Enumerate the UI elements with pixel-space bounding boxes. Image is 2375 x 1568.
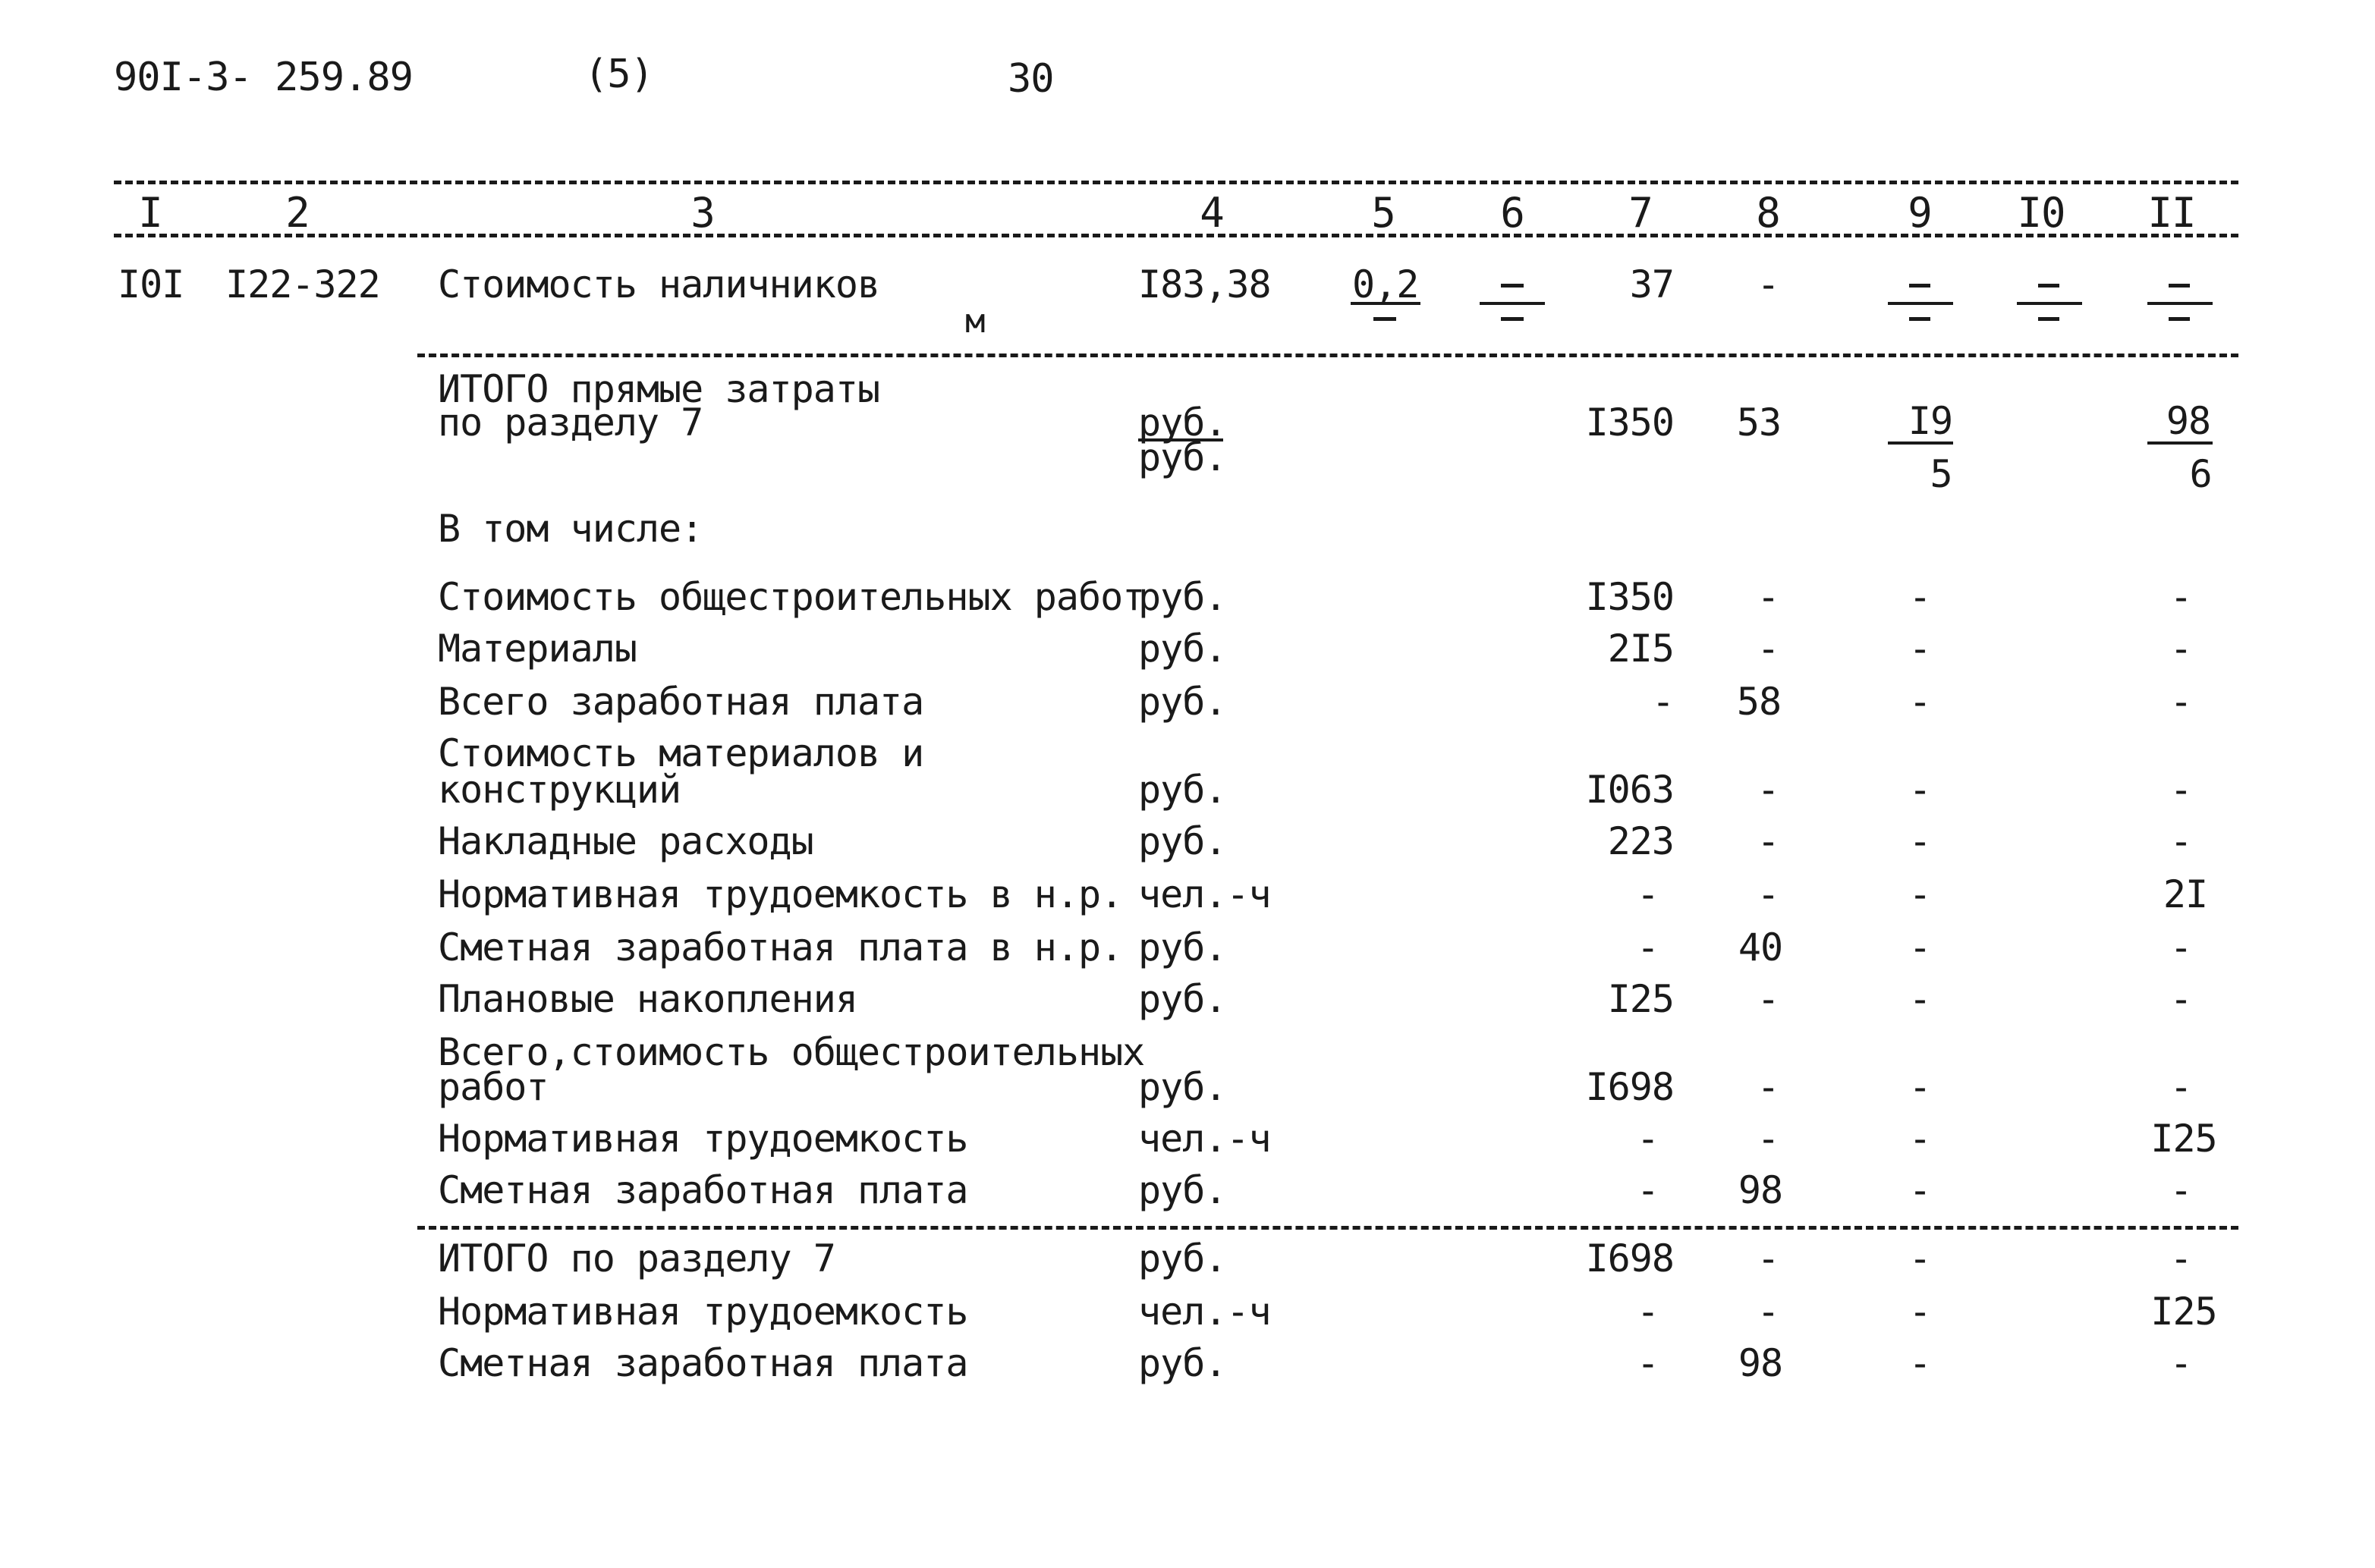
row-col8: -	[1757, 768, 1779, 812]
column-number-3: 3	[690, 189, 715, 237]
row-col8: -	[1757, 627, 1779, 671]
column-number-8: 8	[1756, 189, 1780, 237]
column-number-11: II	[2147, 189, 2196, 237]
row-unit: руб.	[1138, 575, 1227, 619]
row-col8: 40	[1738, 925, 1783, 969]
row-col9: -	[1908, 872, 1931, 916]
row-col8: -	[1757, 1065, 1779, 1109]
col10-fraction-bar	[2017, 302, 2082, 305]
row-unit: руб.	[1138, 768, 1227, 812]
row-col8: -	[1757, 1117, 1779, 1161]
totals-col9: -	[1908, 1341, 1931, 1385]
row-col11: -	[2169, 627, 2192, 671]
column-number-10: I0	[2017, 189, 2065, 237]
totals-label: ИТОГО по разделу 7	[438, 1236, 835, 1280]
row-unit: руб.	[1138, 680, 1227, 724]
row-col9: -	[1908, 977, 1931, 1021]
totals-unit: руб.	[1138, 1341, 1227, 1385]
row-label: Всего заработная плата	[438, 680, 924, 724]
row-unit: чел.-ч	[1138, 872, 1271, 916]
row-unit: руб.	[1138, 819, 1227, 863]
row-col9: -	[1908, 1117, 1931, 1161]
totals-col7: I698	[1585, 1236, 1674, 1280]
col10-dash	[2038, 284, 2059, 288]
col6-fraction-bar	[1480, 302, 1545, 305]
row-col8-value: -	[1757, 262, 1779, 306]
row-col11: -	[2169, 680, 2192, 724]
itogo-direct-col11-top: 98	[2166, 399, 2211, 443]
col6-dash	[1501, 284, 1524, 288]
totals-col8: 98	[1738, 1341, 1783, 1385]
row-label-line2: работ	[438, 1065, 549, 1109]
col9-fraction-bar	[1888, 302, 1953, 305]
totals-col11: -	[2169, 1341, 2192, 1385]
row-col4-value: I83,38	[1138, 262, 1271, 306]
row-number: I0I	[118, 262, 184, 306]
totals-col7: -	[1636, 1341, 1659, 1385]
row-col9: -	[1908, 627, 1931, 671]
row-label-line2: конструкций	[438, 768, 681, 812]
row-col11: I25	[2150, 1117, 2217, 1161]
column-number-7: 7	[1628, 189, 1653, 237]
row-col7: -	[1636, 872, 1659, 916]
row-unit: м	[965, 302, 985, 341]
itogo-direct-unit-top: руб.	[1138, 401, 1227, 445]
totals-col8: -	[1757, 1236, 1779, 1280]
row-col11: 2I	[2163, 872, 2208, 916]
row-label: Нормативная трудоемкость в н.р.	[438, 872, 1123, 916]
row-col11: -	[2169, 925, 2192, 969]
row-label: Сметная заработная плата в н.р.	[438, 925, 1123, 969]
row-col7: -	[1651, 680, 1674, 724]
row-col9: -	[1908, 1168, 1931, 1212]
row-col7: 223	[1607, 819, 1674, 863]
row-col7: -	[1636, 1168, 1659, 1212]
row-col7-value: 37	[1629, 262, 1674, 306]
row-col8: 98	[1738, 1168, 1783, 1212]
itogo-direct-col9-top: I9	[1908, 399, 1953, 443]
itogo-col11-fraction-bar	[2147, 441, 2213, 445]
row-col8: -	[1757, 819, 1779, 863]
row-unit: руб.	[1138, 925, 1227, 969]
totals-rule	[417, 1226, 2238, 1230]
column-number-4: 4	[1200, 189, 1224, 237]
row-col11: -	[2169, 1168, 2192, 1212]
row-col8: -	[1757, 977, 1779, 1021]
row-col11: -	[2169, 977, 2192, 1021]
col6-dash-lower	[1501, 317, 1524, 321]
row-col7: I698	[1585, 1065, 1674, 1109]
row-code: I22-322	[225, 262, 380, 306]
row-unit: руб.	[1138, 627, 1227, 671]
totals-col8: -	[1757, 1290, 1779, 1334]
totals-label: Нормативная трудоемкость	[438, 1290, 968, 1334]
row-label: Нормативная трудоемкость	[438, 1117, 968, 1161]
row-col7: 2I5	[1607, 627, 1674, 671]
row-col9: -	[1908, 768, 1931, 812]
totals-unit: руб.	[1138, 1236, 1227, 1280]
row-col11: -	[2169, 768, 2192, 812]
column-number-6: 6	[1500, 189, 1524, 237]
row-label: Плановые накопления	[438, 977, 857, 1021]
row-label: Всего,стоимость общестроительных	[438, 1030, 1145, 1074]
itogo-col9-fraction-bar	[1888, 441, 1953, 445]
row-col8: -	[1757, 872, 1779, 916]
row-name: Стоимость наличников	[438, 262, 880, 306]
section-rule	[417, 354, 2238, 357]
itogo-direct-label-line2: по разделу 7	[438, 401, 703, 445]
totals-label: Сметная заработная плата	[438, 1341, 968, 1385]
totals-col11: -	[2169, 1236, 2192, 1280]
col10-dash-lower	[2038, 317, 2059, 321]
row-col11: -	[2169, 819, 2192, 863]
including-label: В том числе:	[438, 507, 703, 551]
row-col7: -	[1636, 1117, 1659, 1161]
row-unit: чел.-ч	[1138, 1117, 1271, 1161]
row-col7: -	[1636, 925, 1659, 969]
totals-unit: чел.-ч	[1138, 1290, 1271, 1334]
itogo-direct-col7: I350	[1585, 401, 1674, 445]
row-col9: -	[1908, 1065, 1931, 1109]
totals-col7: -	[1636, 1290, 1659, 1334]
itogo-direct-col11-bottom: 6	[2189, 452, 2212, 496]
col11-dash	[2169, 284, 2190, 288]
page-number: 30	[1008, 56, 1054, 102]
col11-dash-lower	[2169, 317, 2190, 321]
row-col7: I063	[1585, 768, 1674, 812]
row-col11: -	[2169, 575, 2192, 619]
totals-col11: I25	[2150, 1290, 2217, 1334]
row-col9: -	[1908, 575, 1931, 619]
row-label: Стоимость общестроительных работ	[438, 575, 1145, 619]
totals-col9: -	[1908, 1236, 1931, 1280]
row-col8: -	[1757, 575, 1779, 619]
row-col7: I25	[1607, 977, 1674, 1021]
row-col8: 58	[1736, 680, 1782, 724]
totals-col9: -	[1908, 1290, 1931, 1334]
column-number-9: 9	[1908, 189, 1932, 237]
col9-dash-lower	[1909, 317, 1930, 321]
col5-underline	[1351, 302, 1420, 305]
row-col11: -	[2169, 1065, 2192, 1109]
row-label: Материалы	[438, 627, 637, 671]
row-label: Стоимость материалов и	[438, 731, 924, 775]
row-unit: руб.	[1138, 1065, 1227, 1109]
itogo-direct-unit-bottom: руб.	[1138, 435, 1227, 479]
row-col9: -	[1908, 680, 1931, 724]
row-col9: -	[1908, 819, 1931, 863]
document-code: 90I-3- 259.89	[114, 55, 413, 100]
column-number-2: 2	[285, 189, 310, 237]
col11-fraction-bar	[2147, 302, 2213, 305]
row-label: Сметная заработная плата	[438, 1168, 968, 1212]
row-col7: I350	[1585, 575, 1674, 619]
column-number-1: I	[138, 189, 162, 237]
row-unit: руб.	[1138, 977, 1227, 1021]
row-col5-value: 0,2	[1352, 262, 1419, 306]
itogo-direct-col9-bottom: 5	[1930, 452, 1952, 496]
itogo-direct-label-line1: ИТОГО прямые затраты	[438, 367, 880, 411]
itogo-direct-col8: 53	[1736, 401, 1782, 445]
row-col9: -	[1908, 925, 1931, 969]
col9-dash	[1909, 284, 1930, 288]
header-top-rule	[114, 181, 2238, 184]
column-number-5: 5	[1371, 189, 1395, 237]
header-bottom-rule	[114, 234, 2238, 237]
col5-dash	[1373, 317, 1396, 321]
section-reference: (5)	[584, 52, 653, 97]
row-label: Накладные расходы	[438, 819, 813, 863]
row-unit: руб.	[1138, 1168, 1227, 1212]
